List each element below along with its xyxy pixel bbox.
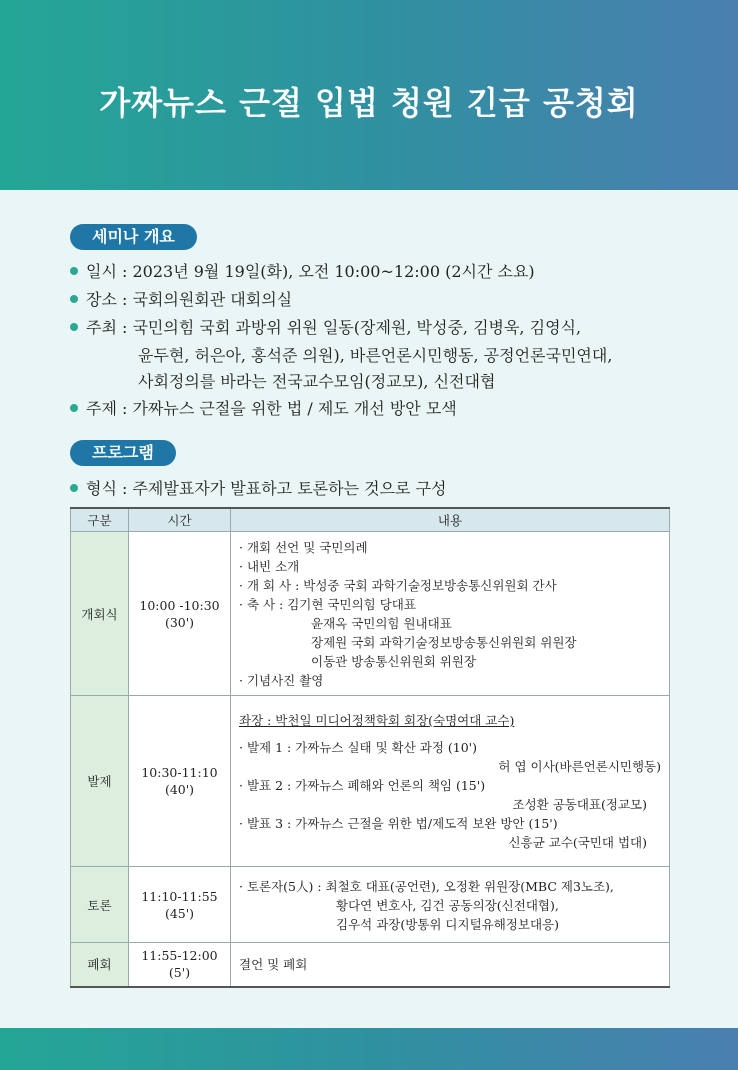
category-cell: 개회식 xyxy=(71,532,129,696)
table-row-opening xyxy=(71,532,670,696)
page-title: 가짜뉴스 근절 입법 청원 긴급 공청회 xyxy=(99,84,639,122)
bullet-icon xyxy=(70,267,78,275)
column-header-category: 구분 xyxy=(71,508,129,532)
content-cell: 좌장 : 박천일 미디어정책학회 회장(숙명여대 교수) · 발제 1 : 가짜뉴스 실태 및 확산 과정 (10') 허 엽 이사(바른언론시민행동) · 발표 2 : 가짜뉴스 폐해와 언론의 책임 (15') 조성환 공동대표(정교모) · 발표 3 : 가짜뉴스 근절을 위한 법/제도적 보완 방안 (15') 신흥균 교수(국민대 법대) xyxy=(231,696,670,867)
bullet-icon xyxy=(70,295,78,303)
bullet-icon xyxy=(70,404,78,412)
content-cell: 결언 및 폐회 xyxy=(231,943,670,987)
footer-bar xyxy=(0,1028,738,1070)
table-header-row xyxy=(71,508,670,532)
time-cell: 10:30-11:10 (40') xyxy=(129,696,231,867)
overview-section-label: 세미나 개요 xyxy=(70,224,197,250)
content-cell: · 토론자(5人) : 최철호 대표(공언련), 오정환 위원장(MBC 제3노조), 황다연 변호사, 김건 공동의장(신전대협), 김우석 과장(방통위 디지털유해정보대응) xyxy=(231,867,670,943)
overview-item-host: 주최 : 국민의힘 국회 과방위 위원 일동(장제원, 박성중, 김병욱, 김영식, xyxy=(70,315,581,338)
bullet-icon xyxy=(70,323,78,331)
overview-item-host-line2: 윤두현, 허은아, 홍석준 의원), 바른언론시민행동, 공정언론국민연대, xyxy=(138,346,613,365)
category-cell: 발제 xyxy=(71,696,129,867)
header-banner xyxy=(0,0,738,190)
time-cell: 10:00 -10:30 (30') xyxy=(129,532,231,696)
overview-item-date: 일시 : 2023년 9월 19일(화), 오전 10:00~12:00 (2시간 소요) xyxy=(70,259,535,282)
table-row-closing xyxy=(71,943,670,987)
content-cell: · 개회 선언 및 국민의례 · 내빈 소개 · 개 회 사 : 박성중 국회 과학기술정보방송통신위원회 간사 · 축 사 : 김기현 국민의힘 당대표 윤재옥 국민의힘 원내대표 장제원 국회 과학기술정보방송통신위원회 위원장 이동관 방송통신위원회 위원장 · 기념사진 촬영 xyxy=(231,532,670,696)
category-cell: 토론 xyxy=(71,867,129,943)
overview-item-venue: 장소 : 국회의원회관 대회의실 xyxy=(70,287,292,310)
table-row-discussion xyxy=(71,867,670,943)
program-table xyxy=(70,507,670,988)
overview-item-topic: 주제 : 가짜뉴스 근절을 위한 법 / 제도 개선 방안 모색 xyxy=(70,396,457,419)
column-header-content: 내용 xyxy=(231,508,670,532)
program-format: 형식 : 주제발표자가 발표하고 토론하는 것으로 구성 xyxy=(70,476,446,499)
table-row-presentation xyxy=(71,696,670,867)
program-section-label: 프로그램 xyxy=(70,440,176,466)
bullet-icon xyxy=(70,484,78,492)
time-cell: 11:10-11:55 (45') xyxy=(129,867,231,943)
time-cell: 11:55-12:00 (5') xyxy=(129,943,231,987)
category-cell: 폐회 xyxy=(71,943,129,987)
column-header-time: 시간 xyxy=(129,508,231,532)
overview-item-host-line3: 사회정의를 바라는 전국교수모임(정교모), 신전대협 xyxy=(138,372,496,391)
chair-text: 좌장 : 박천일 미디어정책학회 회장(숙명여대 교수) xyxy=(239,713,515,728)
